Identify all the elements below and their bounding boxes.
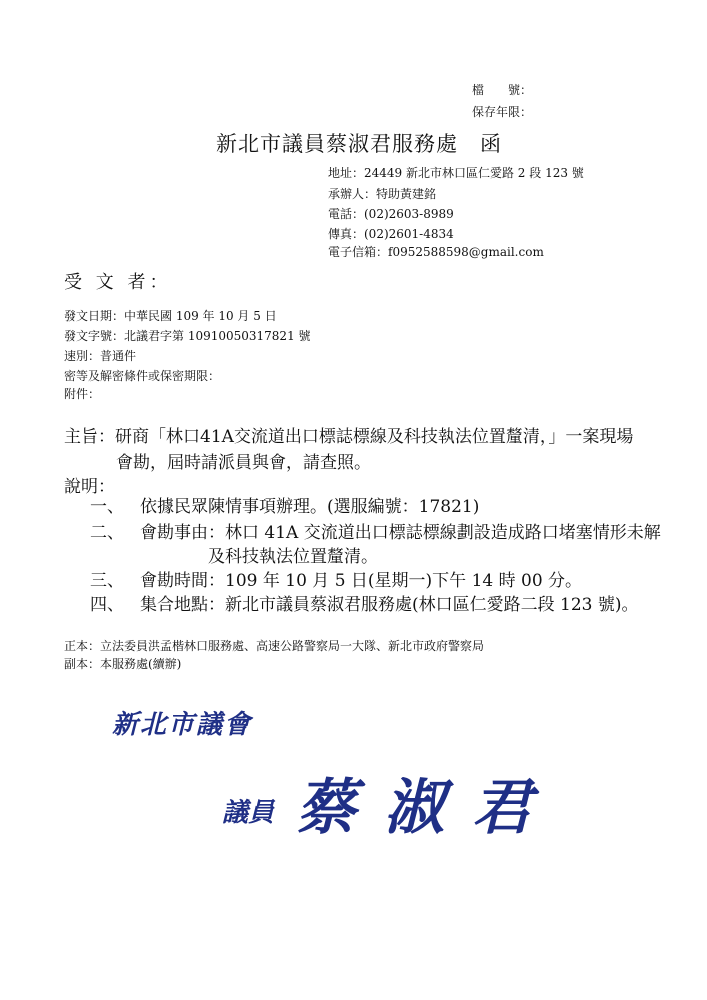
item-text: 依據民眾陳情事項辦理。(選服編號：17821) [140, 497, 480, 517]
page-title: 新北市議員蔡淑君服務處 函 [216, 132, 502, 156]
document-number: 發文字號：北議君字第 10910050317821 號 [64, 329, 311, 343]
address-line: 地址：24449 新北市林口區仁愛路 2 段 123 號 [328, 166, 584, 180]
subject-line-1: 主旨：研商「林口41A交流道出口標誌標線及科技執法位置釐清，」一案現場 [64, 427, 634, 447]
item-number: 二、 [90, 523, 124, 543]
seal-council-name: 新北市議會 [112, 710, 253, 740]
recipient-label: 受 文 者： [64, 272, 172, 293]
speed-class: 速別：普通件 [64, 349, 137, 363]
file-number-label: 檔 號： [472, 83, 533, 97]
copy-recipients: 副本：本服務處(續辦) [64, 657, 182, 671]
item-number: 四、 [90, 595, 124, 615]
original-recipients: 正本：立法委員洪孟楷林口服務處、高速公路警察局一大隊、新北市政府警察局 [64, 639, 485, 653]
item-number: 三、 [90, 571, 124, 591]
handler-line: 承辦人：特助黃建銘 [328, 187, 437, 201]
item-text: 會勘事由：林口 41A 交流道出口標誌標線劃設造成路口堵塞情形未解 [140, 523, 661, 543]
subject-line-2: 會勘，屆時請派員與會，請查照。 [116, 453, 371, 473]
retention-period-label: 保存年限： [472, 105, 533, 119]
item-number: 一、 [90, 497, 124, 517]
item-text: 集合地點：新北市議員蔡淑君服務處(林口區仁愛路二段 123 號)。 [140, 595, 639, 615]
explanation-heading: 說明： [64, 477, 115, 497]
item-text: 會勘時間：109 年 10 月 5 日(星期一)下午 14 時 00 分。 [140, 571, 583, 591]
phone-line: 電話：(02)2603-8989 [328, 207, 454, 221]
issue-date: 發文日期：中華民國 109 年 10 月 5 日 [64, 309, 277, 323]
seal-councilor-name: 蔡淑君 [296, 773, 560, 843]
email-line: 電子信箱：f0952588598@gmail.com [328, 245, 544, 259]
fax-line: 傳真：(02)2601-4834 [328, 227, 454, 241]
item-text-continued: 及科技執法位置釐清。 [208, 547, 378, 567]
seal-role: 議員 [222, 798, 275, 828]
attachment-label: 附件： [64, 387, 101, 401]
secrecy-level: 密等及解密條件或保密期限： [64, 369, 221, 383]
